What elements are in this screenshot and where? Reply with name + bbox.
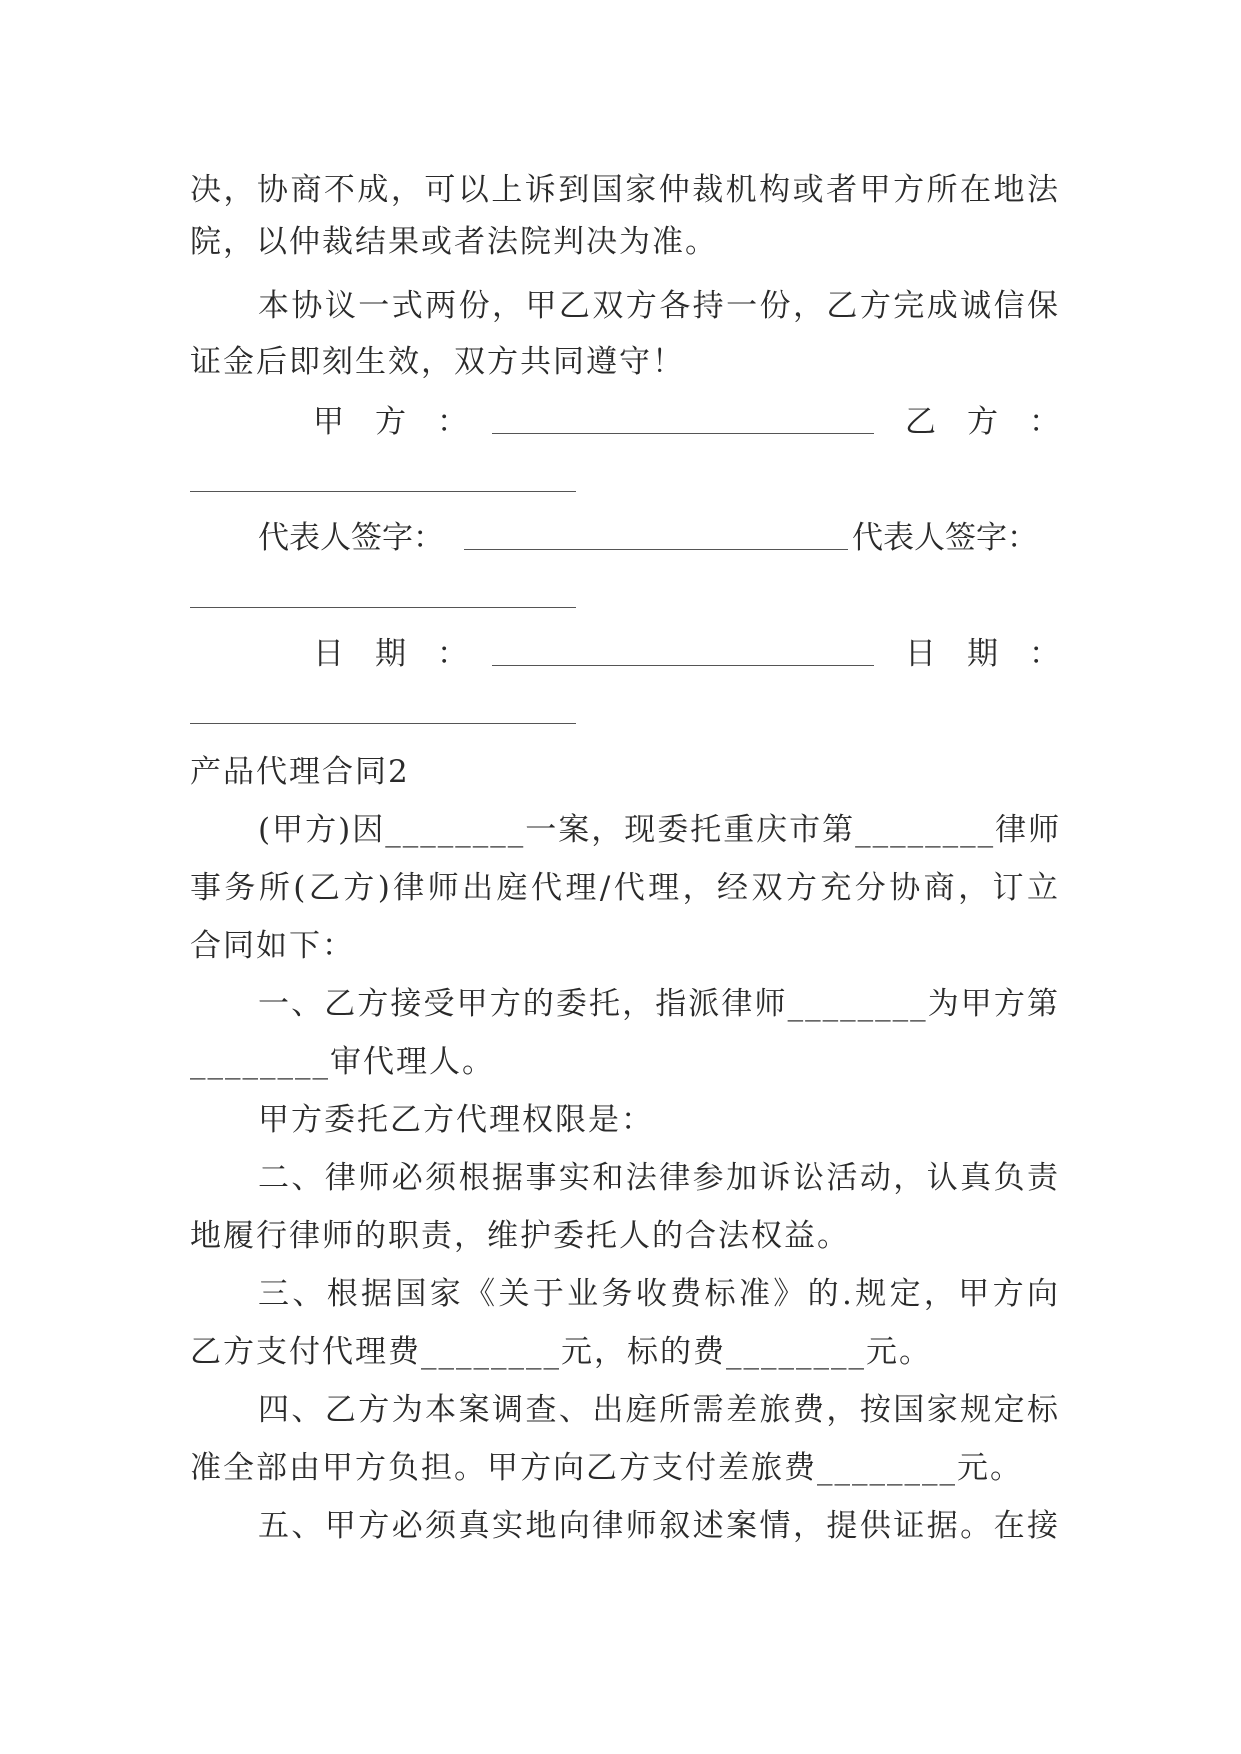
authority-line: 甲方委托乙方代理权限是： [258, 1102, 654, 1138]
date-b-line [190, 723, 576, 724]
signature-row-dates [0, 634, 1241, 674]
date-a-line [492, 665, 874, 666]
clause-3-line-1: 三、根据国家《关于业务收费标准》的.规定，甲方向 [258, 1276, 1060, 1312]
date-b-label: 日 期 ： [905, 636, 1060, 672]
clause-4-line-1: 四、乙方为本案调查、出庭所需差旅费，按国家规定标 [258, 1392, 1060, 1428]
clause-4-line-2: 准全部由甲方负担。甲方向乙方支付差旅费________元。 [190, 1450, 1023, 1486]
signature-row-parties [0, 402, 1241, 442]
paragraph-1-line-1: 决，协商不成，可以上诉到国家仲裁机构或者甲方所在地法 [190, 172, 1060, 208]
paragraph-1-line-2: 院，以仲裁结果或者法院判决为准。 [190, 224, 718, 260]
rep-a-signature-line [464, 549, 848, 550]
clause-5-line-1: 五、甲方必须真实地向律师叙述案情，提供证据。在接 [258, 1508, 1060, 1544]
intro-line-2: 事务所(乙方)律师出庭代理/代理，经双方充分协商，订立 [190, 870, 1060, 906]
signature-row-representatives [0, 518, 1241, 558]
clause-2-line-1: 二、律师必须根据事实和法律参加诉讼活动，认真负责 [258, 1160, 1060, 1196]
intro-line-1: (甲方)因________一案，现委托重庆市第________律师 [258, 812, 1062, 848]
rep-b-label: 代表人签字： [852, 520, 1038, 556]
clause-2-line-2: 地履行律师的职责，维护委托人的合法权益。 [190, 1218, 850, 1254]
date-a-label: 日 期 ： [313, 636, 468, 672]
clause-1-line-1: 一、乙方接受甲方的委托，指派律师________为甲方第 [258, 986, 1060, 1022]
rep-a-label: 代表人签字： [258, 520, 444, 556]
paragraph-2-line-2: 证金后即刻生效，双方共同遵守！ [190, 344, 685, 380]
party-a-signature-line [492, 433, 874, 434]
clause-3-line-2: 乙方支付代理费________元，标的费________元。 [190, 1334, 932, 1370]
contract-2-title: 产品代理合同2 [190, 754, 410, 790]
clause-1-line-2: ________审代理人。 [190, 1044, 495, 1080]
rep-b-signature-line [190, 607, 576, 608]
party-b-signature-line [190, 491, 576, 492]
party-a-label: 甲 方 ： [313, 404, 468, 440]
party-b-label: 乙 方 ： [905, 404, 1060, 440]
paragraph-2-line-1: 本协议一式两份，甲乙双方各持一份，乙方完成诚信保 [258, 288, 1060, 324]
intro-line-3: 合同如下： [190, 928, 355, 964]
